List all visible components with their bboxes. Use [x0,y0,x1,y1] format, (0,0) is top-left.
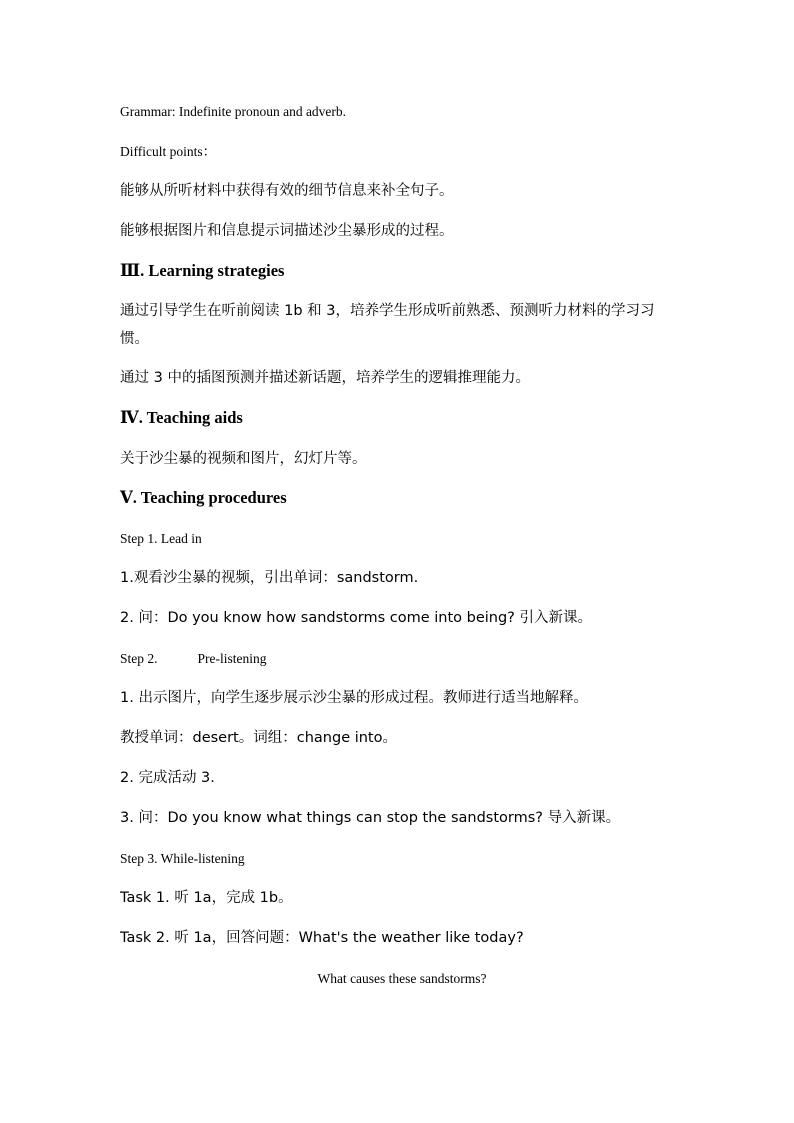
difficult-points-label: Difficult points： [120,144,217,159]
step-2-label: Step 2. [120,651,158,666]
task-1: Task 1. 听 1a，完成 1b。 [120,890,293,906]
teaching-aids-text: 关于沙尘暴的视频和图片，幻灯片等。 [120,451,367,467]
grammar-line: Grammar: Indefinite pronoun and adverb. [120,104,347,119]
difficult-point-2: 能够根据图片和信息提示词描述沙尘暴形成的过程。 [120,223,454,239]
heading-teaching-aids: Ⅳ. Teaching aids [120,408,243,427]
step-2-title [120,650,680,668]
step-2-item-1: 1. 出示图片，向学生逐步展示沙尘暴的形成过程。教师进行适当地解释。 [120,690,588,706]
step-2-item-3: 3. 问：Do you know what things can stop the sandstorms? 导入新课。 [120,810,621,826]
strategy-2: 通过 3 中的插图预测并描述新话题，培养学生的逻辑推理能力。 [120,370,530,386]
step-1-title: Step 1. Lead in [120,531,202,546]
strategy-1: 通过引导学生在听前阅读 1b 和 3，培养学生形成听前熟悉、预测听力材料的学习习惯。 [120,303,655,347]
step-1-item-2: 2. 问：Do you know how sandstorms come into being? 引入新课。 [120,610,592,626]
step-2-item-2: 2. 完成活动 3. [120,770,215,786]
step-1-item-1: 1.观看沙尘暴的视频，引出单词：sandstorm. [120,570,419,586]
task-2: Task 2. 听 1a，回答问题：What's the weather like today? [120,930,524,946]
step-2-name: Pre-listening [197,651,267,666]
step-3-title: Step 3. While-listening [120,851,245,866]
heading-learning-strategies: Ⅲ. Learning strategies [120,261,285,280]
step-2-vocabulary: 教授单词：desert。词组：change into。 [120,730,397,746]
task-2-question-2: What causes these sandstorms? [317,971,487,986]
difficult-point-1: 能够从所听材料中获得有效的细节信息来补全句子。 [120,183,454,199]
heading-teaching-procedures: Ⅴ. Teaching procedures [120,488,287,507]
